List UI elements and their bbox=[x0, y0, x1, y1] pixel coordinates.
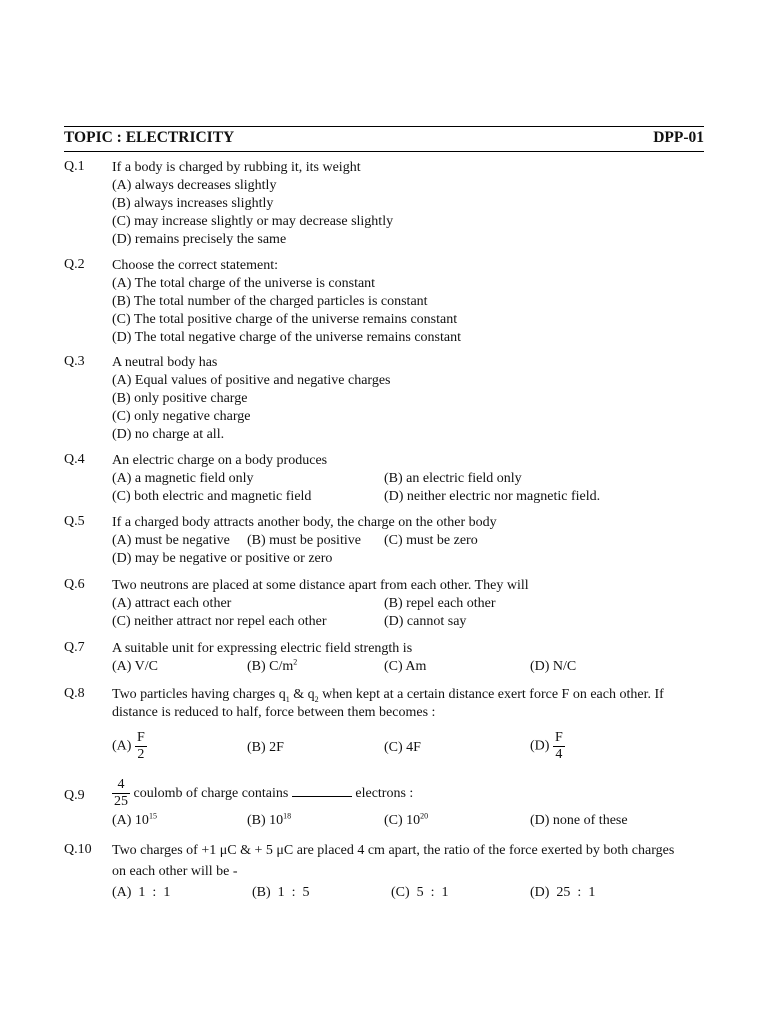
question-number: Q.5 bbox=[64, 514, 85, 529]
option-d: (D) The total negative charge of the universe remains constant bbox=[112, 330, 461, 345]
dpp-label: DPP-01 bbox=[653, 129, 704, 146]
option-b: (B) $C/m^2$ bbox=[247, 657, 298, 674]
option-b: (B) The total number of the charged particles is constant bbox=[112, 294, 428, 309]
option-c: (C) 4F bbox=[384, 740, 421, 755]
option-a: (A) $\frac{F}{2}$ bbox=[112, 730, 145, 762]
question-number: Q.6 bbox=[64, 577, 85, 592]
option-b: (B) an electric field only bbox=[384, 471, 522, 486]
option-d: (D) N/C bbox=[530, 659, 577, 674]
option-a: (A) $10^{15}$ bbox=[112, 811, 157, 828]
question-text: A neutral body has bbox=[112, 355, 218, 370]
topic-title: TOPIC : ELECTRICITY bbox=[64, 129, 235, 146]
option-b: (B) must be positive bbox=[247, 533, 361, 548]
option-d: (D) neither electric nor magnetic field. bbox=[384, 489, 601, 504]
option-a: (A) always decreases slightly bbox=[112, 178, 277, 193]
question-text: If a body is charged by rubbing it, its weight bbox=[112, 160, 361, 175]
question-text: A suitable unit for expressing electric field strength is bbox=[112, 641, 413, 656]
option-d: (D) remains precisely the same bbox=[112, 232, 287, 247]
question-number: Q.1 bbox=[64, 159, 85, 174]
question-text: If a charged body attracts another body, the charge on the other body bbox=[112, 515, 497, 530]
question-text: Two particles having charges $q_1$ & $q_2$ when kept at a certain distance exert force F on each other. If bbox=[112, 687, 664, 704]
option-c: (C) may increase slightly or may decrease slightly bbox=[112, 214, 394, 229]
question-number: Q.2 bbox=[64, 257, 85, 272]
option-d: (D) $\frac{F}{4}$ bbox=[530, 730, 563, 762]
header-top-rule bbox=[64, 126, 704, 127]
option-a: (A) V/C bbox=[112, 659, 159, 674]
option-d: (D) 25 : 1 bbox=[530, 885, 596, 900]
question-text: An electric charge on a body produces bbox=[112, 453, 328, 468]
option-a: (A) The total charge of the universe is constant bbox=[112, 276, 376, 291]
option-a: (A) must be negative bbox=[112, 533, 230, 548]
question-text: Two charges of +1 μC & + 5 μC are placed 4 cm apart, the ratio of the force exerted by both charges bbox=[112, 843, 675, 858]
question-number: Q.3 bbox=[64, 354, 85, 369]
option-c: (C) $10^{20}$ bbox=[384, 811, 429, 828]
option-a: (A) attract each other bbox=[112, 596, 232, 611]
question-text-line-2: on each other will be - bbox=[112, 864, 238, 879]
option-b: (B) 1 : 5 bbox=[252, 885, 310, 900]
option-b: (B) only positive charge bbox=[112, 391, 248, 406]
option-c: (C) The total positive charge of the universe remains constant bbox=[112, 312, 458, 327]
question-number: Q.7 bbox=[64, 640, 85, 655]
option-c: (C) must be zero bbox=[384, 533, 478, 548]
option-b: (B) repel each other bbox=[384, 596, 496, 611]
question-text-line-2: distance is reduced to half, force between them becomes : bbox=[112, 705, 436, 720]
option-a: (A) a magnetic field only bbox=[112, 471, 254, 486]
option-b: (B) always increases slightly bbox=[112, 196, 274, 211]
option-a: (A) 1 : 1 bbox=[112, 885, 171, 900]
answer-blank bbox=[292, 784, 352, 797]
option-b: (B) $10^{18}$ bbox=[247, 811, 292, 828]
question-text: Two neutrons are placed at some distance apart from each other. They will bbox=[112, 578, 529, 593]
option-d: (D) no charge at all. bbox=[112, 427, 225, 442]
question-number: Q.4 bbox=[64, 452, 85, 467]
header-bottom-rule bbox=[64, 151, 704, 152]
option-c: (C) only negative charge bbox=[112, 409, 251, 424]
question-number: Q.8 bbox=[64, 686, 85, 701]
question-text: $\frac{4}{25}$ coulomb of charge contains electrons : bbox=[114, 777, 414, 810]
option-c: (C) both electric and magnetic field bbox=[112, 489, 312, 504]
option-c: (C) neither attract nor repel each other bbox=[112, 614, 327, 629]
option-d: (D) cannot say bbox=[384, 614, 467, 629]
option-d: (D) may be negative or positive or zero bbox=[112, 551, 333, 566]
question-number: Q.10 bbox=[64, 842, 92, 857]
option-c: (C) 5 : 1 bbox=[391, 885, 449, 900]
question-number: Q.9 bbox=[64, 788, 85, 803]
option-b: (B) 2F bbox=[247, 740, 284, 755]
option-d: (D) none of these bbox=[530, 813, 628, 828]
option-a: (A) Equal values of positive and negative charges bbox=[112, 373, 391, 388]
question-text: Choose the correct statement: bbox=[112, 258, 278, 273]
option-c: (C) Am bbox=[384, 659, 427, 674]
